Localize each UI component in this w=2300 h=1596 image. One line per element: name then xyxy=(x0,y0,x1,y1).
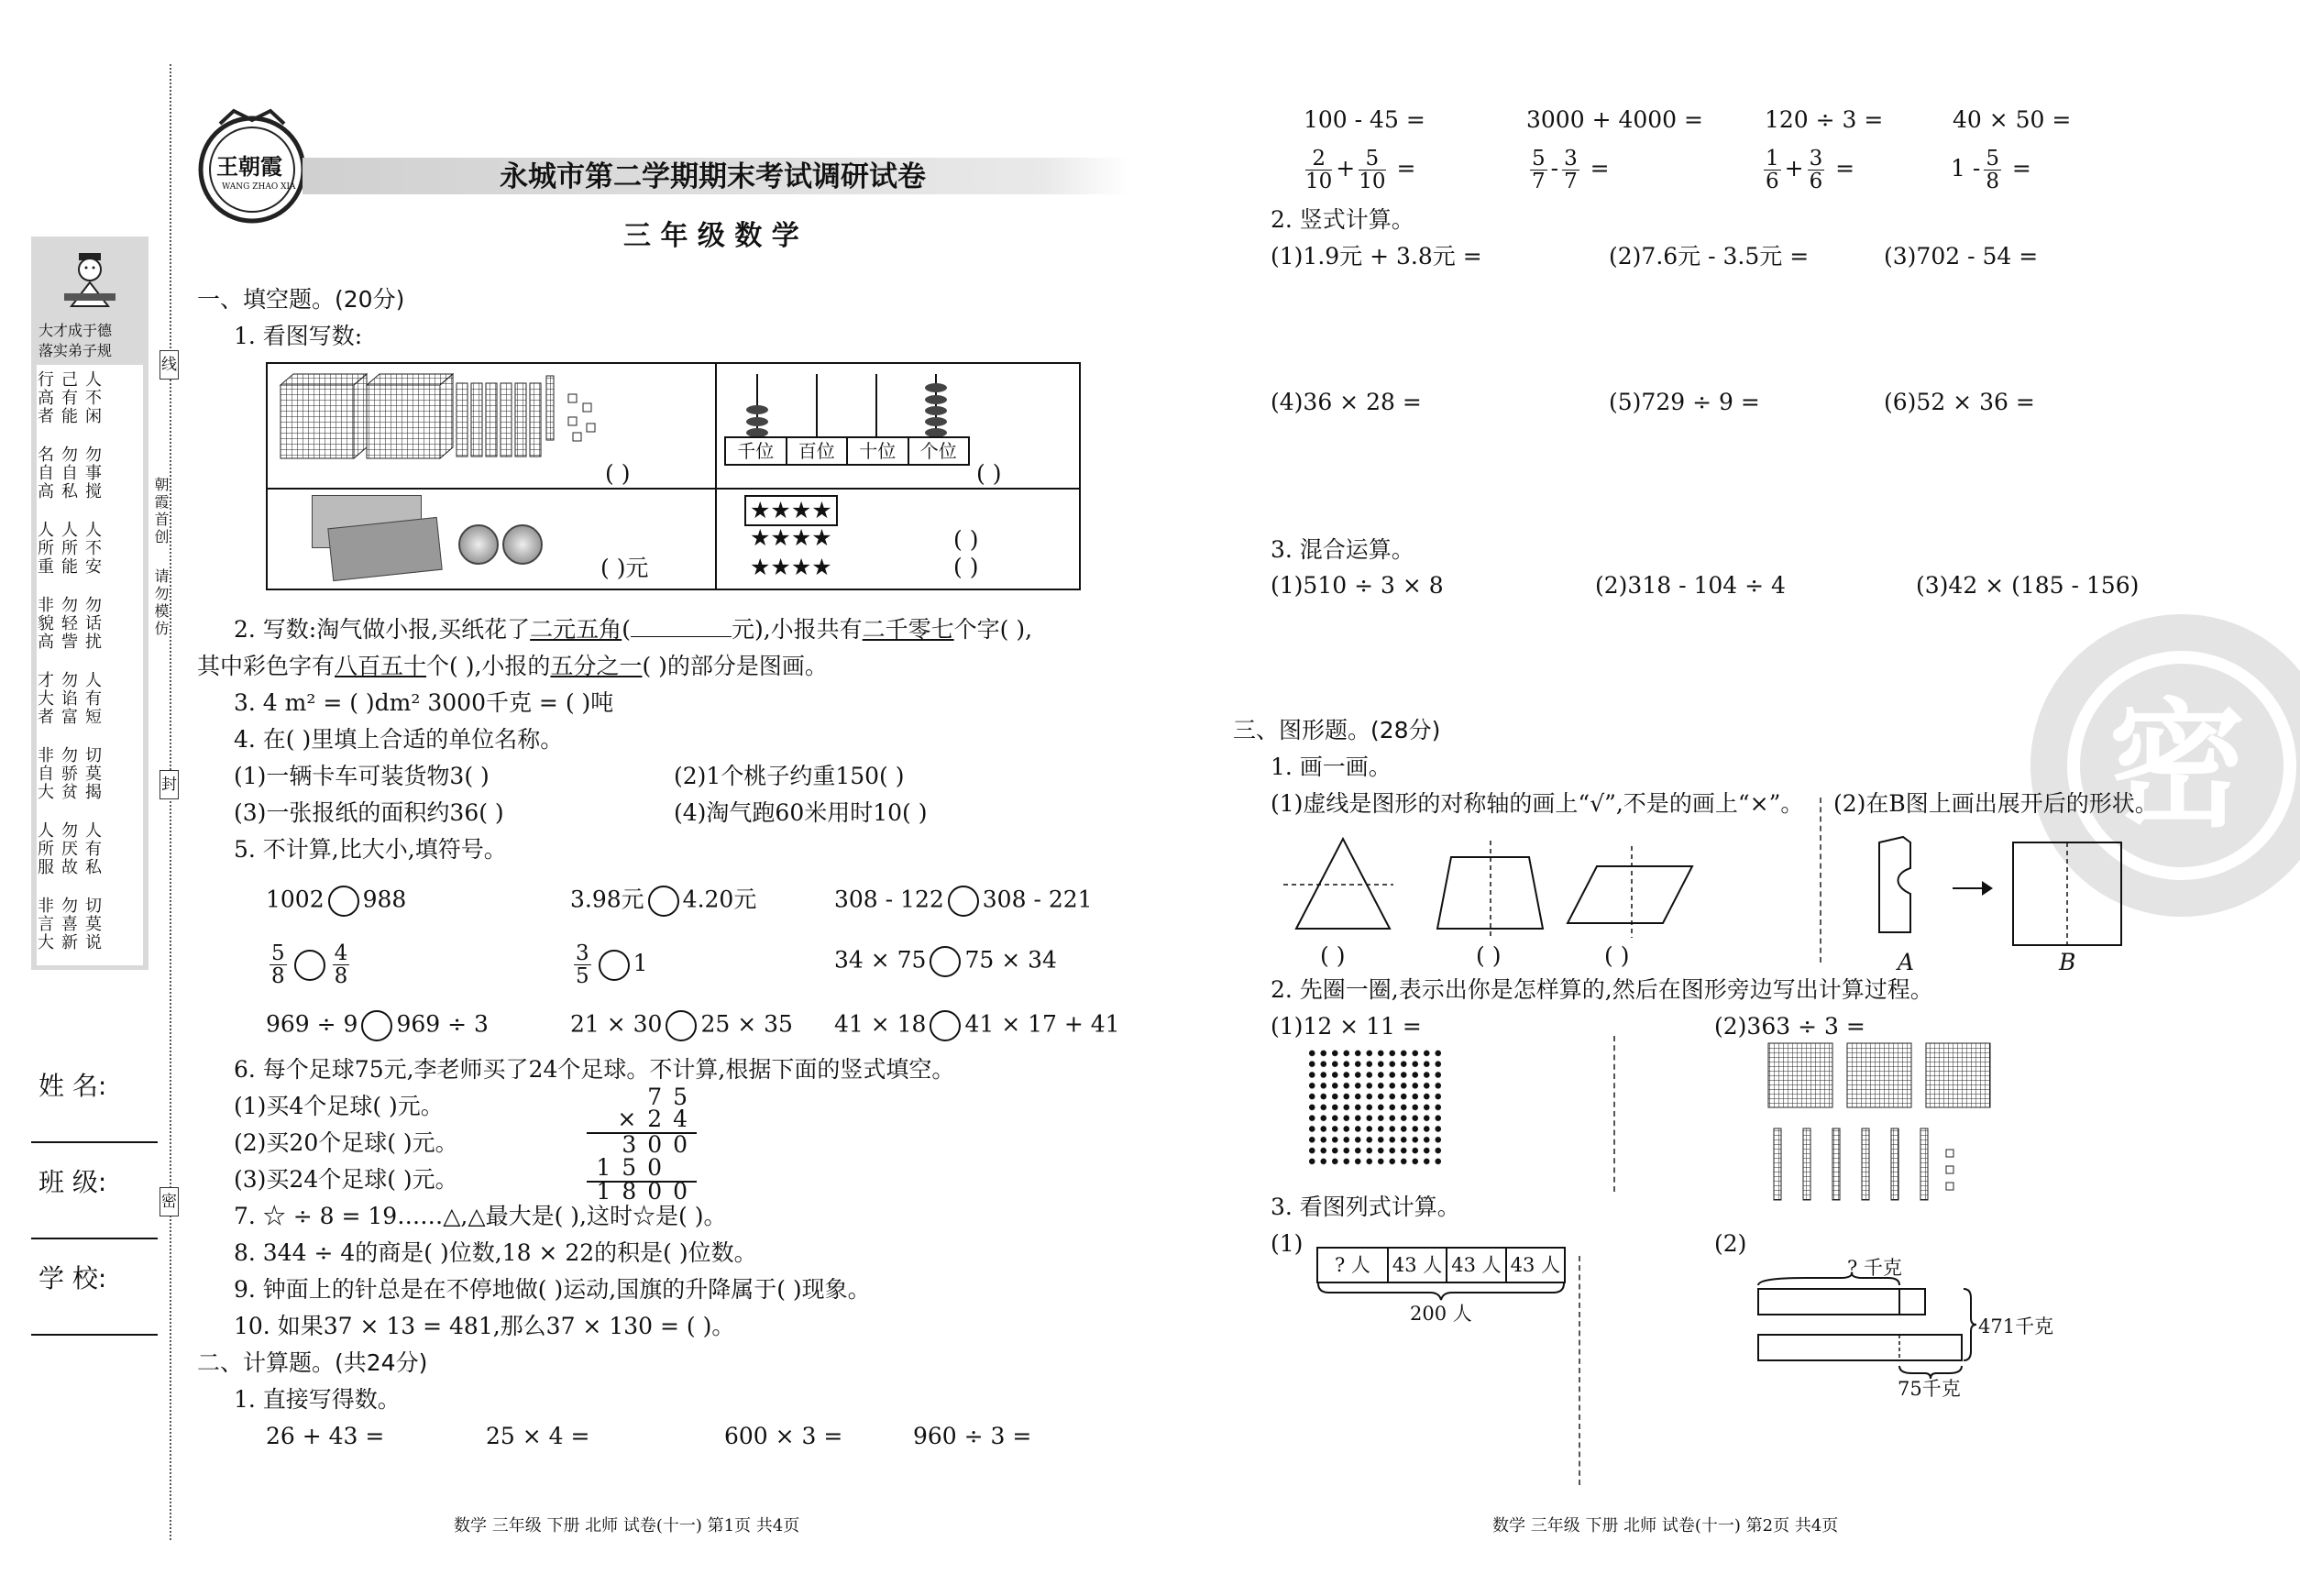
q6-2: (2)买20个足球( )元。 xyxy=(234,1129,458,1156)
compare-circle[interactable] xyxy=(328,886,359,917)
vcalc-2: (2)7.6元 - 3.5元 = xyxy=(1609,243,1810,270)
vertical-multiplication: 7 5 × 2 4 3 0 0 1 5 0 1 8 0 0 xyxy=(587,1085,697,1205)
side-mark-seal: 封 xyxy=(160,770,179,799)
sec3-q2-1: (1)12 × 11 = xyxy=(1271,1013,1422,1040)
mix-1: (1)510 ÷ 3 × 8 xyxy=(1271,572,1444,599)
bottom-diff-label: 75千克 xyxy=(1898,1378,1961,1400)
place-thousands: 千位 xyxy=(726,438,787,464)
compare-circle[interactable] xyxy=(930,1010,961,1041)
motto-column: 勿骄贫 xyxy=(59,746,78,801)
sec1-heading: 一、填空题。(20分) xyxy=(197,286,405,313)
watermark-char: 密 xyxy=(2108,685,2247,846)
exam-subtitle: 三 年 级 数 学 xyxy=(623,220,799,252)
sec3-q3-2: (2) xyxy=(1714,1230,1747,1257)
q9: 9. 钟面上的针总是在不停地做( )运动,国旗的升降属于( )现象。 xyxy=(234,1276,871,1303)
q1-abacus-answer[interactable]: ( ) xyxy=(976,460,1002,487)
side-mark-secret: 密 xyxy=(160,1187,179,1216)
calc-frac-1: $\frac{2}{10}$ + $\frac{5}{10}$ = xyxy=(1305,147,1416,193)
motto-column: 非貌高 xyxy=(35,596,54,651)
q1-stars-answer-2[interactable]: ( ) xyxy=(953,554,979,580)
calc-frac-3: $\frac{1}{6}$ + $\frac{3}{6}$ = xyxy=(1766,147,1855,193)
side-mark-line: 线 xyxy=(160,350,179,380)
q6-3: (3)买24个足球( )元。 xyxy=(234,1166,458,1193)
fold-label-a: A xyxy=(1898,949,1915,975)
q4-3: (3)一张报纸的面积约36( ) xyxy=(234,799,504,826)
logo-text: 王朝霞 xyxy=(216,153,282,180)
calc-frac-2: $\frac{5}{7}$ - $\frac{3}{7}$ = xyxy=(1532,147,1610,193)
top-bar-label: ? 千克 xyxy=(1847,1257,1902,1279)
motto-column: 人所服 xyxy=(35,821,54,876)
sec3-q2: 2. 先圈一圈,表示出你是怎样算的,然后在图形旁边写出计算过程。 xyxy=(1271,976,1933,1003)
calc-8: 40 × 50 = xyxy=(1953,106,2072,133)
divider xyxy=(1820,798,1821,963)
school-label: 学 校: xyxy=(39,1263,107,1293)
segment-43: 43 人 xyxy=(1510,1254,1560,1276)
stars-row-1: ★★★★ xyxy=(744,495,838,526)
compare-circle[interactable] xyxy=(648,886,679,917)
sec3-q1-2: (2)在B图上画出展开后的形状。 xyxy=(1833,790,2158,817)
motto-column: 切莫揭 xyxy=(83,746,102,801)
q2-underlined-2: 二千零七 xyxy=(862,616,954,643)
fold-label-b: B xyxy=(2059,949,2076,975)
coin-image xyxy=(502,524,543,565)
side-note-1: 朝霞首创 xyxy=(152,477,170,546)
mix-3: (3)42 × (185 - 156) xyxy=(1916,572,2140,599)
compare-9: 41 × 18 41 × 17 + 41 xyxy=(834,1010,1120,1041)
q2-line-2: 其中彩色字有八百五十个( ),小报的五分之一( )的部分是图画。 xyxy=(197,653,828,679)
q1-cubes-answer[interactable]: ( ) xyxy=(605,460,631,487)
q2-underlined-4: 五分之一 xyxy=(550,653,643,679)
calc-4: 960 ÷ 3 = xyxy=(913,1423,1032,1449)
motto-column: 切莫说 xyxy=(83,897,102,952)
compare-1: 1002 988 xyxy=(266,886,406,917)
sec3-q3-1: (1) xyxy=(1271,1230,1304,1257)
q2-underlined-1: 二元五角 xyxy=(530,616,622,643)
sym-answer-2[interactable]: ( ) xyxy=(1476,942,1502,969)
side-note-2: 请勿模仿 xyxy=(152,568,170,638)
motto-column: 人有短 xyxy=(83,671,102,726)
stars-row-3: ★★★★ xyxy=(750,554,832,580)
compare-circle[interactable] xyxy=(599,950,630,981)
q4: 4. 在( )里填上合适的单位名称。 xyxy=(234,726,564,753)
compare-6: 34 × 75 75 × 34 xyxy=(834,946,1057,977)
sym-answer-1[interactable]: ( ) xyxy=(1320,942,1346,969)
hundreds-blocks xyxy=(1765,1034,2003,1204)
calc-3: 600 × 3 = xyxy=(724,1423,843,1449)
scholar-illustration xyxy=(59,249,121,314)
q1-stars-answer-1[interactable]: ( ) xyxy=(953,526,979,553)
vcalc-3: (3)702 - 54 = xyxy=(1884,243,2039,270)
compare-4: $\frac{5}{8}$ $\frac{4}{8}$ xyxy=(271,941,348,988)
motto-column: 才大者 xyxy=(35,671,54,726)
motto-column: 勿话扰 xyxy=(83,596,102,651)
name-line[interactable] xyxy=(31,1141,158,1143)
vcalc-6: (6)52 × 36 = xyxy=(1884,389,2035,415)
sec3-q1-1: (1)虚线是图形的对称轴的画上“√”,不是的画上“×”。 xyxy=(1271,790,1804,817)
class-line[interactable] xyxy=(31,1238,158,1239)
q4-1: (1)一辆卡车可装货物3( ) xyxy=(234,763,490,789)
bottom-brace xyxy=(1316,1282,1566,1302)
name-label: 姓 名: xyxy=(39,1071,107,1101)
sec3-heading: 三、图形题。(28分) xyxy=(1233,717,1441,743)
q4-2: (2)1个桃子约重150( ) xyxy=(674,763,905,789)
sec2-q3: 3. 混合运算。 xyxy=(1271,536,1414,563)
motto-column: 人不安 xyxy=(83,521,102,576)
sec2-heading: 二、计算题。(共24分) xyxy=(197,1349,428,1376)
motto-column: 勿厌故 xyxy=(59,821,78,876)
motto-column: 行高者 xyxy=(35,370,54,425)
motto-top-2: 落实弟子规 xyxy=(39,342,113,359)
motto-column: 勿谄富 xyxy=(59,671,78,726)
brand-logo xyxy=(193,105,312,225)
calc-2: 25 × 4 = xyxy=(486,1423,590,1449)
exam-title: 永城市第二学期期末考试调研试卷 xyxy=(500,160,926,193)
motto-column: 人不闲 xyxy=(83,370,102,425)
q2-underlined-3: 八百五十 xyxy=(335,653,427,679)
segment-bar xyxy=(1316,1247,1566,1283)
sec3-q3: 3. 看图列式计算。 xyxy=(1271,1194,1460,1220)
segment-43: 43 人 xyxy=(1389,1249,1447,1282)
compare-circle[interactable] xyxy=(361,1010,392,1041)
motto-column: 名自高 xyxy=(35,446,54,501)
fold-shapes xyxy=(1870,830,2127,949)
compare-circle[interactable] xyxy=(930,946,961,977)
logo-subtext: WANG ZHAO XIA xyxy=(222,182,296,192)
motto-column: 勿自私 xyxy=(59,446,78,501)
dot-array xyxy=(1306,1048,1444,1167)
coin-image xyxy=(458,524,499,565)
q1-prompt: 1. 看图写数: xyxy=(234,323,363,349)
place-hundreds: 百位 xyxy=(787,438,849,464)
calc-frac-4: 1 - $\frac{5}{8}$ = xyxy=(1951,147,2031,193)
q5: 5. 不计算,比大小,填符号。 xyxy=(234,836,507,863)
calc-5: 100 - 45 = xyxy=(1304,106,1425,133)
symmetry-shapes xyxy=(1283,830,1705,940)
banknote-image xyxy=(312,495,440,578)
vcalc-5: (5)729 ÷ 9 = xyxy=(1609,389,1760,415)
binding-line xyxy=(170,64,171,1540)
compare-circle[interactable] xyxy=(666,1010,697,1041)
compare-8: 21 × 30 25 × 35 xyxy=(570,1010,793,1041)
calc-1: 26 + 43 = xyxy=(266,1423,385,1449)
motto-column: 己有能 xyxy=(59,370,78,425)
sec3-q1: 1. 画一画。 xyxy=(1271,754,1392,780)
sec3-q2-2: (2)363 ÷ 3 = xyxy=(1714,1013,1865,1040)
q1-money-answer[interactable]: ( )元 xyxy=(600,555,649,581)
motto-top-1: 大才成于德 xyxy=(39,322,113,339)
class-label: 班 级: xyxy=(39,1167,107,1197)
q10: 10. 如果37 × 13 = 481,那么37 × 130 = ( )。 xyxy=(234,1313,735,1339)
calc-6: 3000 + 4000 = xyxy=(1526,106,1703,133)
vcalc-4: (4)36 × 28 = xyxy=(1271,389,1422,415)
divider xyxy=(1613,1036,1615,1192)
motto-column: 人有私 xyxy=(83,821,102,876)
compare-2: 3.98元 4.20元 xyxy=(570,886,756,917)
q3: 3. 4 m² = ( )dm² 3000千克 = ( )吨 xyxy=(234,689,614,716)
calc-7: 120 ÷ 3 = xyxy=(1765,106,1884,133)
footer-right: 数学 三年级 下册 北师 试卷(十一) 第2页 共4页 xyxy=(1492,1516,1839,1535)
school-line[interactable] xyxy=(31,1334,158,1336)
motto-column: 非言大 xyxy=(35,897,54,952)
motto-column: 勿喜新 xyxy=(59,897,78,952)
q2-blank-1[interactable] xyxy=(631,636,732,637)
segment-unknown: ? 人 xyxy=(1318,1249,1389,1282)
q2-line-1: 2. 写数:淘气做小报,买纸花了二元五角( 元),小报共有二千零七个字( ), xyxy=(234,616,1033,643)
sec2-q1: 1. 直接写得数。 xyxy=(234,1386,401,1413)
segment-43: 43 人 xyxy=(1447,1249,1506,1282)
q6: 6. 每个足球75元,李老师买了24个足球。不计算,根据下面的竖式填空。 xyxy=(234,1056,955,1083)
compare-circle[interactable] xyxy=(294,950,325,981)
side-total-label: 471千克 xyxy=(1978,1315,2054,1337)
total-label: 200 人 xyxy=(1410,1303,1472,1325)
sec2-q2: 2. 竖式计算。 xyxy=(1271,206,1414,233)
place-tens: 十位 xyxy=(848,438,909,464)
cubes-illustration xyxy=(275,367,623,481)
motto-column: 非自大 xyxy=(35,746,54,801)
motto-column: 勿事搅 xyxy=(83,446,102,501)
divider xyxy=(1579,1256,1580,1485)
motto-column: 人所重 xyxy=(35,521,54,576)
q6-1: (1)买4个足球( )元。 xyxy=(234,1093,444,1119)
place-ones: 个位 xyxy=(919,440,957,462)
compare-5: $\frac{3}{5}$ 1 xyxy=(576,941,648,988)
vcalc-1: (1)1.9元 + 3.8元 = xyxy=(1271,243,1482,270)
sym-answer-3[interactable]: ( ) xyxy=(1604,942,1630,969)
q8: 8. 344 ÷ 4的商是( )位数,18 × 22的积是( )位数。 xyxy=(234,1239,757,1266)
compare-3: 308 - 122 308 - 221 xyxy=(834,886,1093,917)
stars-row-2: ★★★★ xyxy=(750,524,832,551)
footer-left: 数学 三年级 下册 北师 试卷(十一) 第1页 共4页 xyxy=(454,1516,800,1535)
compare-7: 969 ÷ 9 969 ÷ 3 xyxy=(266,1010,489,1041)
q4-4: (4)淘气跑60米用时10( ) xyxy=(674,799,928,826)
compare-circle[interactable] xyxy=(948,886,979,917)
motto-column: 勿轻訾 xyxy=(59,596,78,651)
place-value-row xyxy=(724,436,970,466)
motto-column: 人所能 xyxy=(59,521,78,576)
mix-2: (2)318 - 104 ÷ 4 xyxy=(1595,572,1786,599)
q7: 7. ☆ ÷ 8 = 19……△,△最大是( ),这时☆是( )。 xyxy=(234,1203,727,1229)
